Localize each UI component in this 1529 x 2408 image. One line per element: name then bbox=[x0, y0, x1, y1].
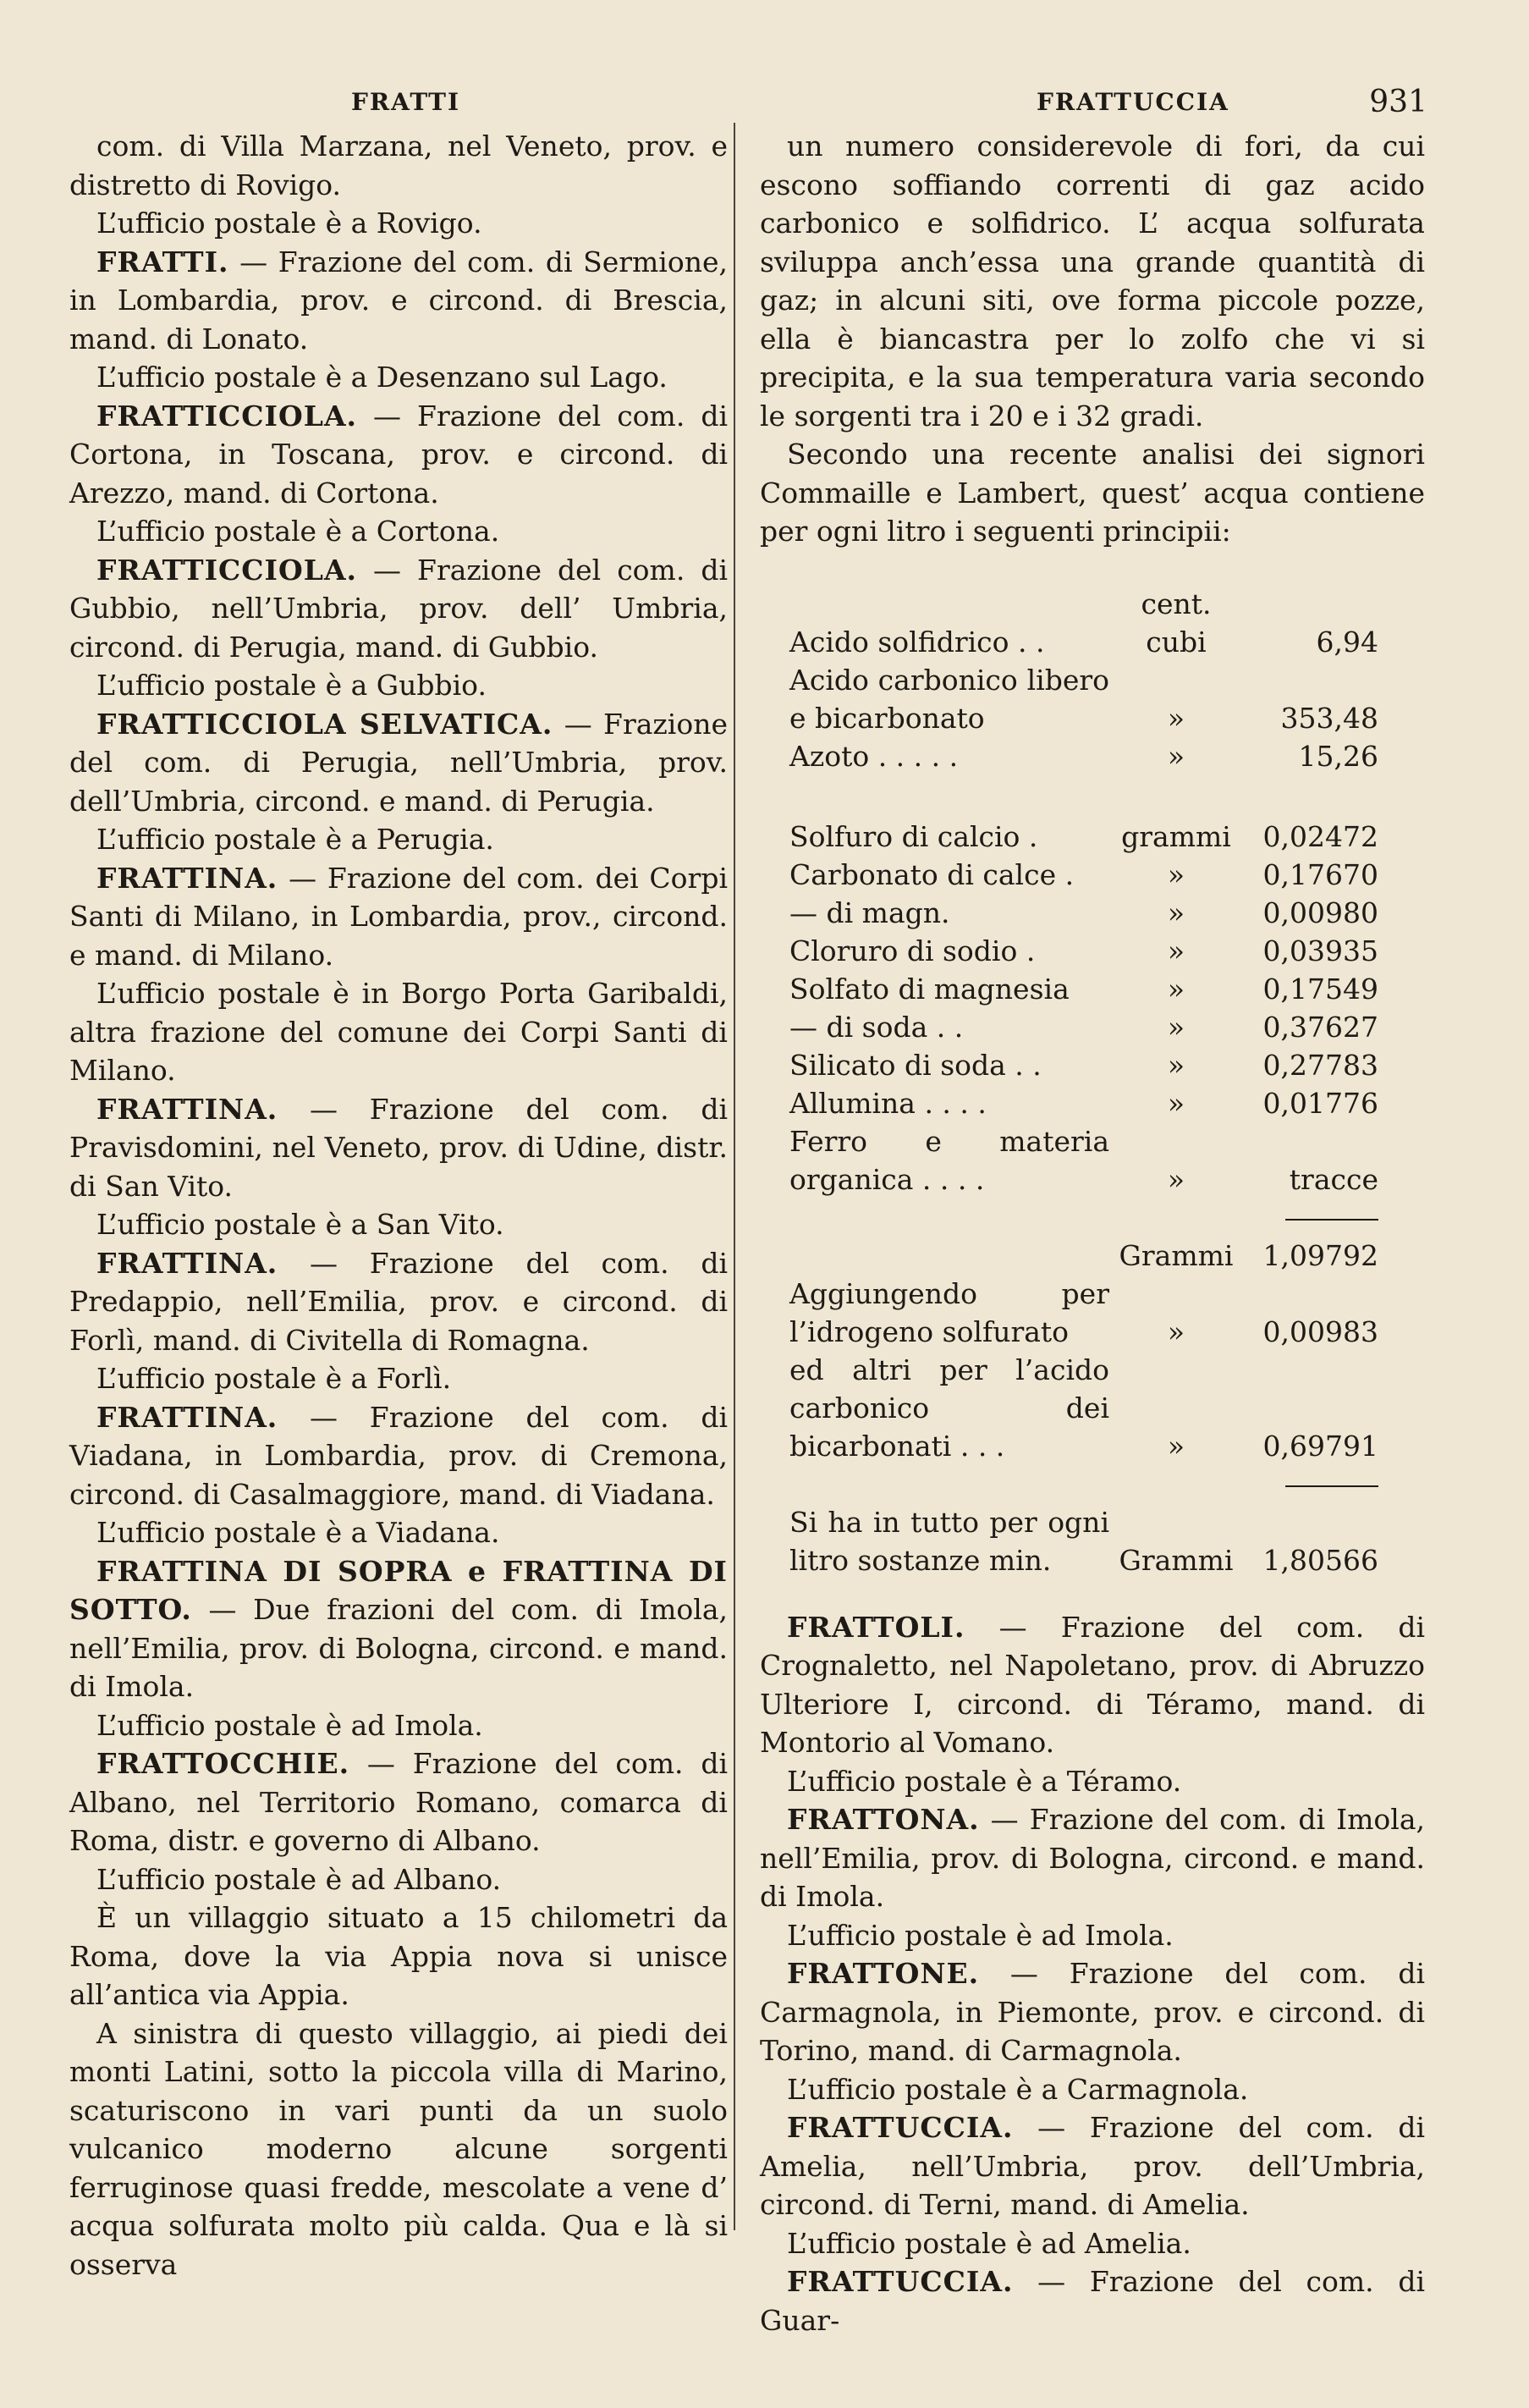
unit: » bbox=[1167, 739, 1185, 773]
value: 0,02472 bbox=[1262, 819, 1378, 853]
composition-table bbox=[789, 585, 1378, 1579]
entry-paragraph bbox=[69, 705, 728, 821]
value: 0,00980 bbox=[1262, 895, 1378, 929]
table-row bbox=[789, 1275, 1378, 1351]
paragraph-text: — Frazione del com. di Predappio, nell’Emilia, prov. e circond. di Forlì, mand. di Civitella di Romagna. bbox=[69, 1246, 728, 1357]
value: 1,80566 bbox=[1262, 1543, 1378, 1577]
table-row bbox=[789, 1503, 1378, 1579]
value: 0,01776 bbox=[1262, 1086, 1378, 1120]
running-head-right: FRATTUCCIA bbox=[1037, 88, 1229, 116]
entry-paragraph bbox=[69, 1205, 728, 1244]
substance-name: Ferro e materia organica . . . . bbox=[789, 1124, 1109, 1196]
entry-paragraph bbox=[69, 2014, 728, 2284]
value: 0,17670 bbox=[1262, 857, 1378, 891]
headword: FRATTONE. bbox=[787, 1957, 980, 1990]
unit: » bbox=[1167, 701, 1185, 735]
value: 1,09792 bbox=[1262, 1238, 1378, 1272]
entry-paragraph bbox=[760, 127, 1425, 435]
left-column bbox=[69, 127, 728, 2284]
paragraph-text: L’ufficio postale è ad Albano. bbox=[96, 1862, 502, 1896]
unit: Grammi bbox=[1119, 1238, 1234, 1272]
right-column bbox=[760, 127, 1425, 2339]
paragraph-text: L’ufficio postale è a Gubbio. bbox=[96, 669, 487, 702]
entry-paragraph bbox=[69, 1860, 728, 1899]
value: 0,27783 bbox=[1262, 1048, 1378, 1082]
substance-name: Aggiungendo per l’idrogeno solfurato bbox=[789, 1276, 1109, 1348]
entry-paragraph bbox=[760, 2070, 1425, 2109]
entry-paragraph bbox=[69, 551, 728, 667]
headword: FRATTINA. bbox=[96, 861, 278, 895]
paragraph-text: L’ufficio postale è ad Imola. bbox=[787, 1918, 1174, 1952]
paragraph-text: — Frazione del com. di Amelia, nell’Umbria, prov. dell’Umbria, circond. di Terni, mand. di Amelia. bbox=[760, 2111, 1425, 2221]
substance-name: Allumina . . . . bbox=[789, 1086, 987, 1120]
table-row bbox=[789, 1008, 1378, 1046]
table-row bbox=[789, 970, 1378, 1008]
sum-rule bbox=[1285, 1485, 1378, 1487]
table-row bbox=[789, 1237, 1378, 1275]
entry-paragraph bbox=[69, 512, 728, 551]
entry-paragraph bbox=[69, 820, 728, 859]
entry-paragraph bbox=[760, 1762, 1425, 1801]
paragraph-text: — Frazione del com. di Sermione, in Lombardia, prov. e circond. di Brescia, mand. di Lonato. bbox=[69, 245, 728, 355]
value: 0,37627 bbox=[1262, 1010, 1378, 1044]
headword: FRATTINA DI SOPRA e FRATTINA DI SOTTO. bbox=[69, 1554, 728, 1626]
headword: FRATTICCIOLA SELVATICA. bbox=[96, 707, 553, 741]
entry-paragraph bbox=[69, 127, 728, 204]
entry-paragraph bbox=[69, 1398, 728, 1514]
value: 15,26 bbox=[1298, 739, 1378, 773]
substance-name: Acido solfidrico . . bbox=[789, 625, 1045, 658]
substance-name: Si ha in tutto per ogni litro sostanze min. bbox=[789, 1505, 1109, 1577]
unit: » bbox=[1167, 1048, 1185, 1082]
unit: » bbox=[1167, 1314, 1185, 1348]
table-row bbox=[789, 661, 1378, 737]
paragraph-text: L’ufficio postale è ad Amelia. bbox=[787, 2226, 1191, 2260]
paragraph-text: — Frazione del com. di Imola, nell’Emilia, prov. di Bologna, circond. e mand. di Imola. bbox=[760, 1803, 1425, 1913]
unit: » bbox=[1167, 1086, 1185, 1120]
entry-paragraph bbox=[69, 397, 728, 513]
entry-paragraph bbox=[69, 1706, 728, 1745]
headword: FRATTINA. bbox=[96, 1246, 278, 1280]
unit: » bbox=[1167, 1010, 1185, 1044]
headword: FRATTONA. bbox=[787, 1803, 980, 1836]
paragraph-text: — Frazione del com. di Guar- bbox=[760, 2265, 1425, 2337]
paragraph-text: — Due frazioni del com. di Imola, nell’Emilia, prov. di Bologna, circond. e mand. di Imola. bbox=[69, 1593, 728, 1703]
paragraph-text: L’ufficio postale è a Viadana. bbox=[96, 1516, 500, 1549]
entry-paragraph bbox=[69, 358, 728, 397]
paragraph-text: L’ufficio postale è a Téramo. bbox=[787, 1764, 1182, 1798]
entry-paragraph bbox=[69, 859, 728, 975]
paragraph-text: — Frazione del com. di Viadana, in Lombardia, prov. di Cremona, circond. di Casalmaggiore, mand. di Viadana. bbox=[69, 1400, 728, 1511]
paragraph-text: — Frazione del com. di Cortona, in Toscana, prov. e circond. di Arezzo, mand. di Cortona. bbox=[69, 399, 728, 510]
running-head-left: FRATTI bbox=[351, 88, 461, 116]
unit: Grammi bbox=[1119, 1543, 1234, 1577]
table-row bbox=[789, 894, 1378, 932]
entry-paragraph bbox=[69, 1898, 728, 2014]
unit: » bbox=[1167, 1162, 1185, 1196]
entry-paragraph bbox=[69, 1244, 728, 1360]
entry-paragraph bbox=[760, 1954, 1425, 2070]
unit: » bbox=[1167, 934, 1185, 967]
paragraph-text: L’ufficio postale è a Cortona. bbox=[96, 515, 500, 548]
headword: FRATTINA. bbox=[96, 1092, 278, 1126]
paragraph-text: — Frazione del com. di Perugia, nell’Umbria, prov. dell’Umbria, circond. e mand. di Perugia. bbox=[69, 707, 728, 818]
value: tracce bbox=[1289, 1162, 1378, 1196]
entry-paragraph bbox=[760, 2262, 1425, 2339]
table-row bbox=[789, 1084, 1378, 1122]
paragraph-text: — Frazione del com. di Gubbio, nell’Umbria, prov. dell’ Umbria, circond. di Perugia, mand. di Gubbio. bbox=[69, 553, 728, 664]
entry-paragraph bbox=[69, 1359, 728, 1398]
substance-name: Carbonato di calce . bbox=[789, 857, 1075, 891]
paragraph-text: L’ufficio postale è a Desenzano sul Lago. bbox=[96, 361, 668, 394]
headword: FRATTINA. bbox=[96, 1400, 278, 1434]
paragraph-text: L’ufficio postale è a Carmagnola. bbox=[787, 2072, 1249, 2106]
paragraph-text: un numero considerevole di fori, da cui escono soffiando correnti di gaz acido carbonico e solfidrico. L’ acqua solfurata sviluppa anch’essa una grande quantità di gaz; in alcuni siti, ove forma piccole pozze, ella è biancastra per lo zolfo che vi si precipita, e la sua temperatura varia secondo le sorgenti tra i 20 e i 32 gradi. bbox=[760, 129, 1425, 433]
paragraph-text: Secondo una recente analisi dei signori Commaille e Lambert, quest’ acqua contiene per ogni litro i seguenti principii: bbox=[760, 438, 1425, 548]
paragraph-text: — Frazione del com. di Pravisdomini, nel Veneto, prov. di Udine, distr. di San Vito. bbox=[69, 1092, 728, 1203]
value: 0,17549 bbox=[1262, 972, 1378, 1006]
entry-paragraph bbox=[760, 1800, 1425, 1916]
entry-paragraph bbox=[760, 2224, 1425, 2263]
substance-name: Azoto . . . . . bbox=[789, 739, 959, 773]
value: 6,94 bbox=[1316, 625, 1378, 658]
paragraph-text: L’ufficio postale è in Borgo Porta Garibaldi, altra frazione del comune dei Corpi Santi di Milano. bbox=[69, 977, 728, 1087]
paragraph-text: A sinistra di questo villaggio, ai piedi dei monti Latini, sotto la piccola villa di Marino, scaturiscono in vari punti da un suolo vulcanico moderno alcune sorgenti ferruginose quasi fredde, mescolate a vene d’ acqua solfurata molto più calda. Qua e là si osserva bbox=[69, 2016, 728, 2281]
column-divider bbox=[734, 123, 735, 2230]
unit: » bbox=[1167, 857, 1185, 891]
paragraph-text: com. di Villa Marzana, nel Veneto, prov. e distretto di Rovigo. bbox=[69, 129, 728, 201]
paragraph-text: — Frazione del com. dei Corpi Santi di Milano, in Lombardia, prov., circond. e mand. di Milano. bbox=[69, 861, 728, 972]
table-row bbox=[789, 1046, 1378, 1084]
headword: FRATTICCIOLA. bbox=[96, 553, 358, 587]
paragraph-text: L’ufficio postale è a San Vito. bbox=[96, 1208, 504, 1241]
paragraph-text: L’ufficio postale è a Forlì. bbox=[96, 1362, 452, 1395]
unit: grammi bbox=[1121, 819, 1231, 853]
entry-paragraph bbox=[69, 1513, 728, 1552]
headword: FRATTOLI. bbox=[787, 1610, 965, 1644]
value: 0,03935 bbox=[1262, 934, 1378, 967]
paragraph-text: — Frazione del com. di Crognaletto, nel Napoletano, prov. di Abruzzo Ulteriore I, circond. di Téramo, mand. di Montorio al Vomano. bbox=[760, 1610, 1425, 1759]
table-row bbox=[789, 1122, 1378, 1198]
table-row bbox=[789, 737, 1378, 775]
substance-name: Acido carbonico libero e bicarbonato bbox=[789, 663, 1109, 735]
substance-name: ed altri per l’acido carbonico dei bicarbonati . . . bbox=[789, 1353, 1109, 1463]
headword: FRATTUCCIA. bbox=[787, 2111, 1014, 2144]
entry-paragraph bbox=[69, 974, 728, 1090]
entry-paragraph bbox=[69, 204, 728, 243]
headword: FRATTI. bbox=[96, 245, 229, 278]
entry-paragraph bbox=[69, 1744, 728, 1860]
table-row bbox=[789, 856, 1378, 894]
substance-name: — di soda . . bbox=[789, 1010, 964, 1044]
entry-paragraph bbox=[69, 1090, 728, 1206]
value: 0,00983 bbox=[1262, 1314, 1378, 1348]
entry-paragraph bbox=[69, 243, 728, 359]
substance-name: Cloruro di sodio . bbox=[789, 934, 1036, 967]
unit: cent. cubi bbox=[1141, 587, 1212, 658]
paragraph-text: L’ufficio postale è ad Imola. bbox=[96, 1708, 483, 1742]
unit: » bbox=[1167, 895, 1185, 929]
unit: » bbox=[1167, 972, 1185, 1006]
entry-paragraph bbox=[69, 666, 728, 705]
substance-name: Solfato di magnesia bbox=[789, 972, 1070, 1006]
entry-paragraph bbox=[760, 435, 1425, 551]
entry-paragraph bbox=[760, 1916, 1425, 1955]
table-row bbox=[789, 818, 1378, 856]
table-row bbox=[789, 932, 1378, 970]
paragraph-text: — Frazione del com. di Albano, nel Territorio Romano, comarca di Roma, distr. e governo di Albano. bbox=[69, 1747, 728, 1857]
value: 0,69791 bbox=[1262, 1429, 1378, 1463]
sum-rule bbox=[1285, 1219, 1378, 1221]
paragraph-text: L’ufficio postale è a Perugia. bbox=[96, 823, 494, 856]
page-number: 931 bbox=[1369, 85, 1427, 119]
substance-name: Solfuro di calcio . bbox=[789, 819, 1038, 853]
unit: » bbox=[1167, 1429, 1185, 1463]
headword: FRATTUCCIA. bbox=[787, 2265, 1014, 2298]
table-row bbox=[789, 1351, 1378, 1465]
entry-paragraph bbox=[760, 1608, 1425, 1762]
paragraph-text: È un villaggio situato a 15 chilometri da Roma, dove la via Appia nova si unisce all’antica via Appia. bbox=[69, 1901, 728, 2011]
headword: FRATTOCCHIE. bbox=[96, 1747, 350, 1780]
paragraph-text: L’ufficio postale è a Rovigo. bbox=[96, 207, 482, 240]
entry-paragraph bbox=[69, 1552, 728, 1706]
substance-name: — di magn. bbox=[789, 895, 950, 929]
entry-paragraph bbox=[760, 2108, 1425, 2224]
paragraph-text: — Frazione del com. di Carmagnola, in Piemonte, prov. e circond. di Torino, mand. di Carmagnola. bbox=[760, 1957, 1425, 2067]
table-row bbox=[789, 585, 1378, 661]
value: 353,48 bbox=[1280, 701, 1378, 735]
substance-name: Silicato di soda . . bbox=[789, 1048, 1042, 1082]
headword: FRATTICCIOLA. bbox=[96, 399, 358, 433]
